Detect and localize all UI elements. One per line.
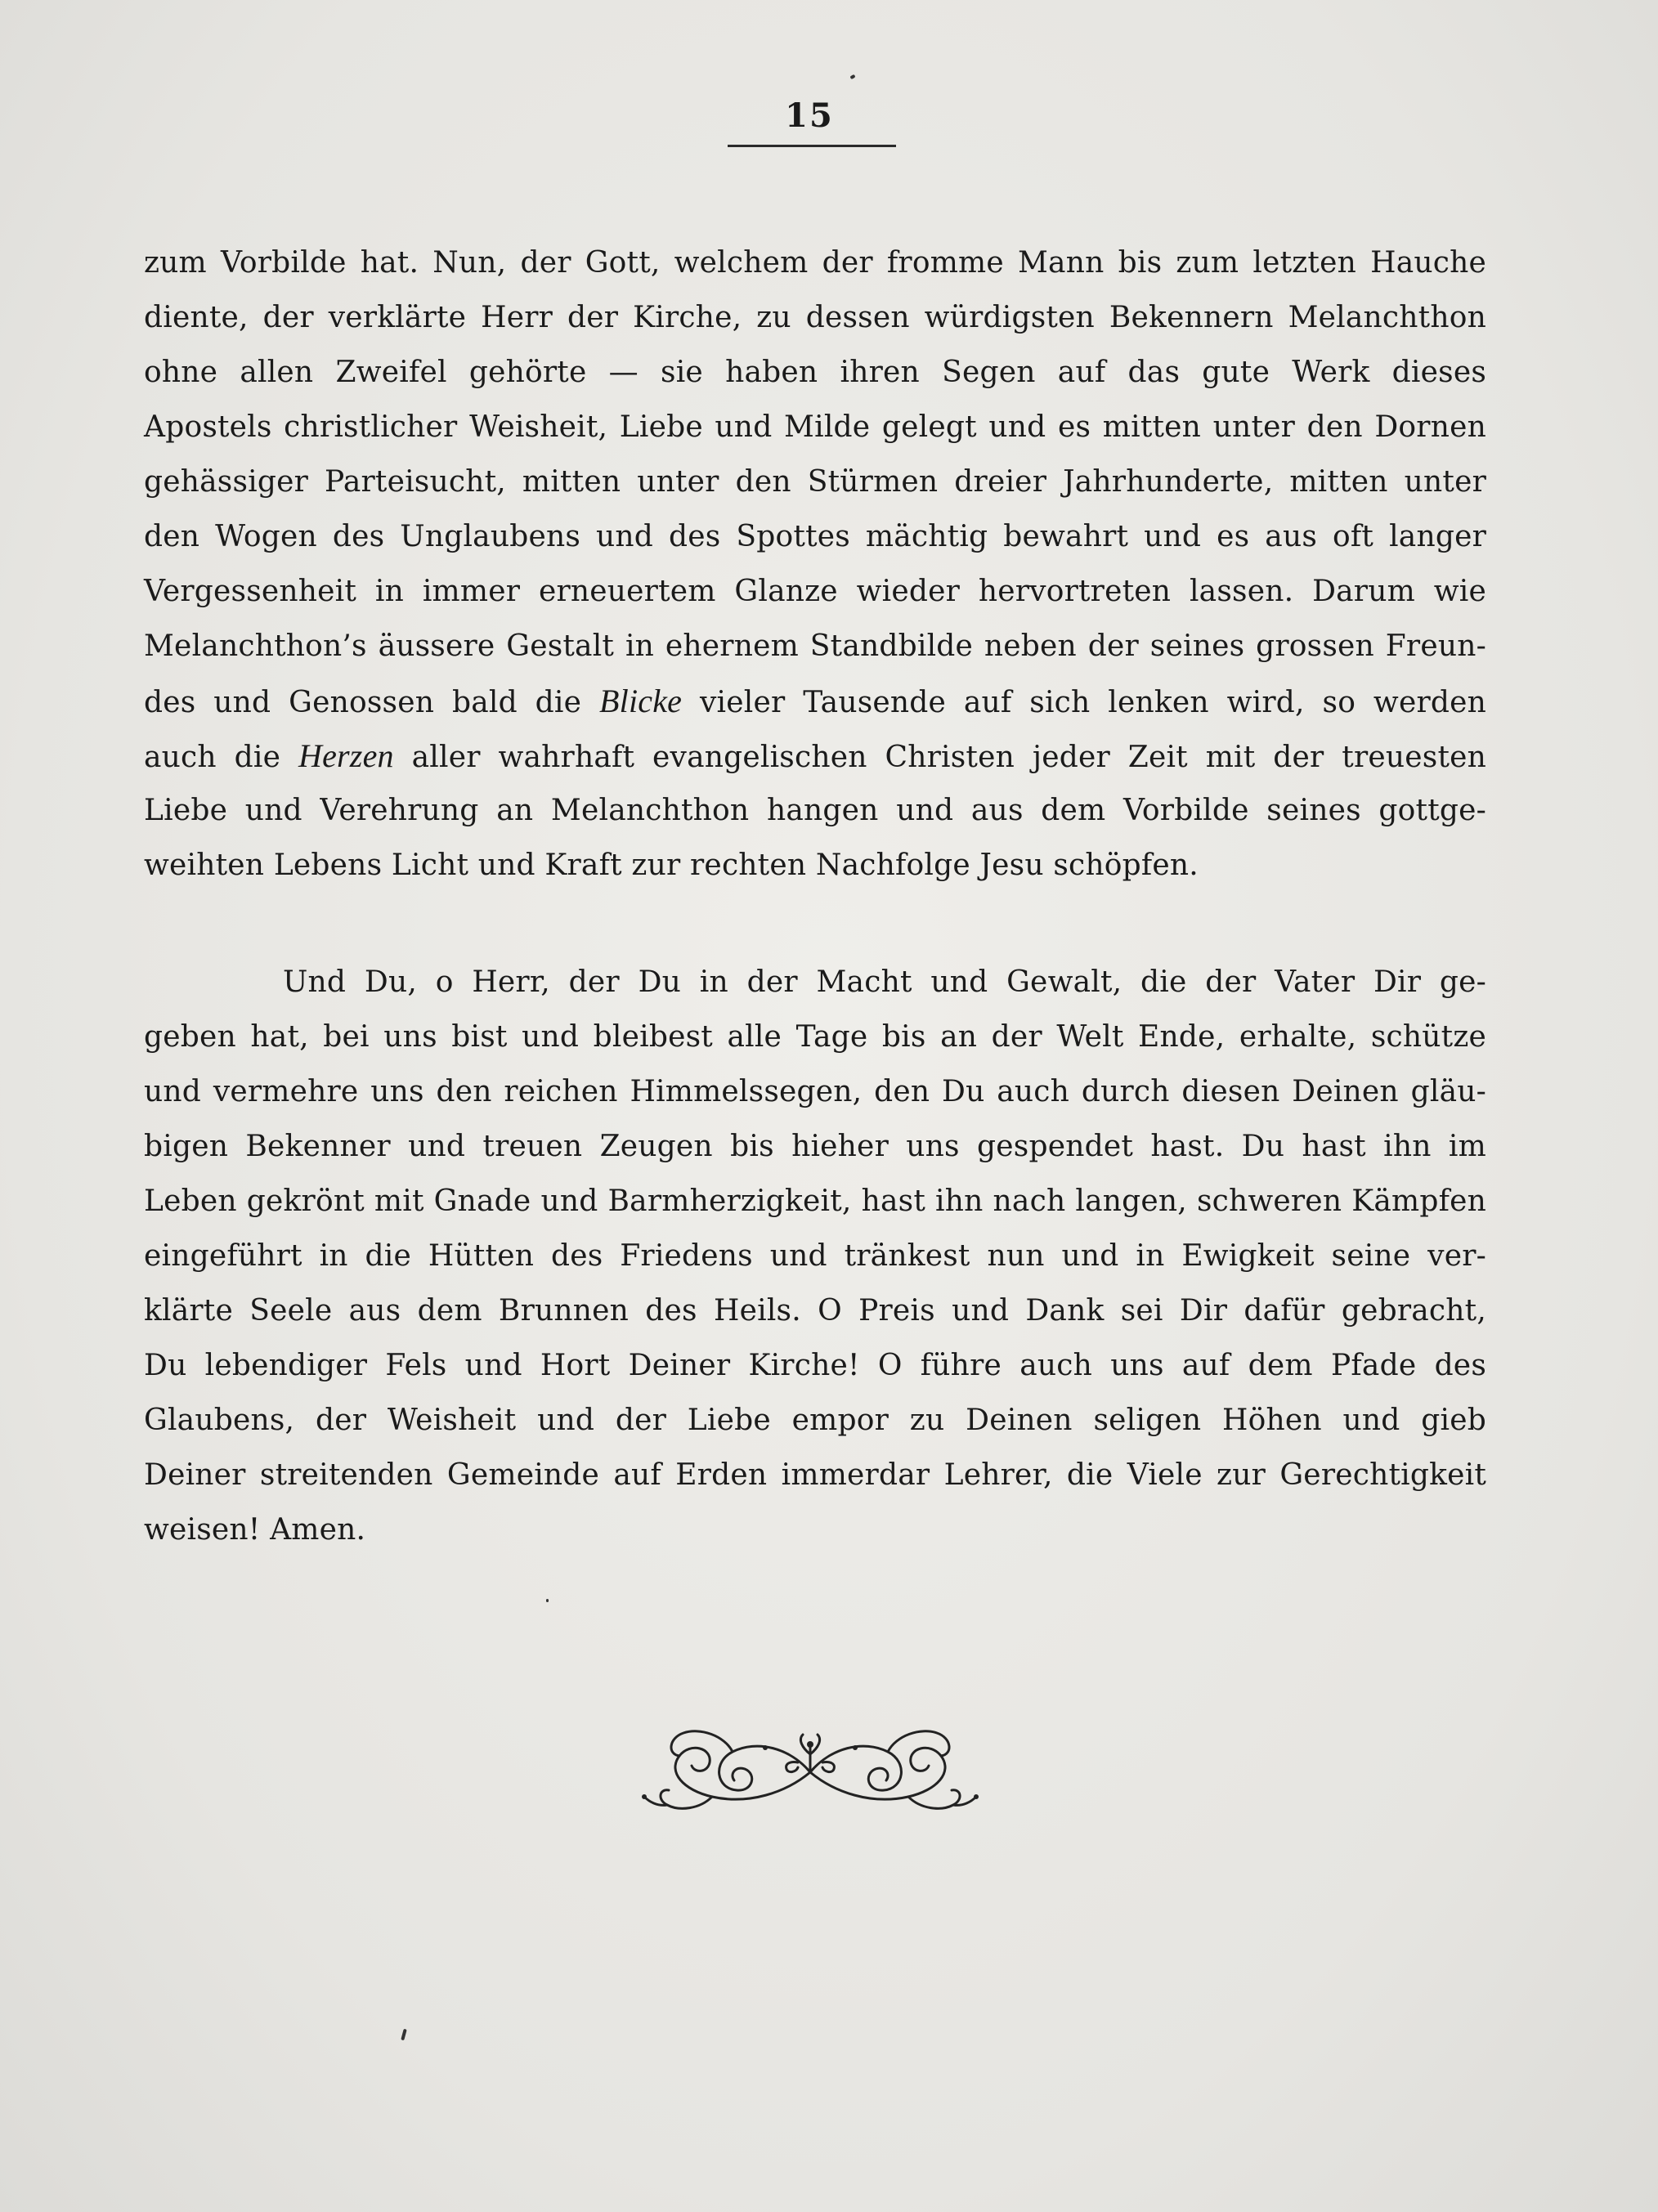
text-line: diente, der verklärte Herr der Kirche, zu dessen würdigsten Bekennern Melanchthon <box>144 301 1486 334</box>
text-line: gehässiger Parteisucht, mitten unter den Stürmen dreier Jahrhunderte, mitten unter <box>144 465 1486 499</box>
text-segment: des und Genossen bald die <box>144 686 600 719</box>
text-line: Melanchthon’s äussere Gestalt in ehernem Standbilde neben der seines grossen Freun- <box>144 629 1486 663</box>
text-line: geben hat, bei uns bist und bleibest alle Tage bis an der Welt Ende, erhalte, schütze <box>144 1020 1486 1054</box>
text-line: weihten Lebens Licht und Kraft zur rechten Nachfolge Jesu schöpfen. <box>144 849 1199 882</box>
fleuron-ornament-icon <box>634 1715 986 1829</box>
text-line <box>144 732 1486 781</box>
text-line: Deiner streitenden Gemeinde auf Erden immerdar Lehrer, die Viele zur Gerechtigkeit <box>144 1458 1486 1492</box>
text-line: Du lebendiger Fels und Hort Deiner Kirche! O führe auch uns auf dem Pfade des <box>144 1349 1486 1382</box>
text-line: Und Du, o Herr, der Du in der Macht und Gewalt, die der Vater Dir ge- <box>283 965 1486 999</box>
text-line: eingeführt in die Hütten des Friedens und tränkest nun und in Ewigkeit seine ver- <box>144 1239 1486 1273</box>
emphasized-word: Herzen <box>298 737 394 774</box>
text-line: und vermehre uns den reichen Himmelssegen, den Du auch durch diesen Deinen gläu- <box>144 1075 1486 1108</box>
text-line: Leben gekrönt mit Gnade und Barmherzigkeit, hast ihn nach langen, schweren Kämpfen <box>144 1184 1486 1218</box>
text-line: Vergessenheit in immer erneuertem Glanze wieder hervortreten lassen. Darum wie <box>144 575 1486 608</box>
text-line: bigen Bekenner und treuen Zeugen bis hieher uns gespendet hast. Du hast ihn im <box>144 1130 1486 1163</box>
text-line: Apostels christlicher Weisheit, Liebe und Milde gelegt und es mitten unter den Dornen <box>144 410 1486 444</box>
text-line: Glaubens, der Weisheit und der Liebe empor zu Deinen seligen Höhen und gieb <box>144 1404 1486 1437</box>
text-segment: vieler Tausende auf sich lenken wird, so werden <box>682 686 1486 719</box>
print-speck <box>546 1599 549 1602</box>
emphasized-word: Blicke <box>599 683 683 719</box>
page-number-rule <box>728 145 896 147</box>
page-number-container <box>719 96 899 136</box>
text-line: Liebe und Verehrung an Melanchthon hangen und aus dem Vorbilde seines gottge- <box>144 794 1486 827</box>
text-segment: auch die <box>144 741 298 774</box>
text-segment: aller wahrhaft evangelischen Christen jeder Zeit mit der treuesten <box>393 741 1487 774</box>
text-line: den Wogen des Unglaubens und des Spottes mächtig bewahrt und es aus oft langer <box>144 520 1486 553</box>
text-line: weisen! Amen. <box>144 1513 366 1547</box>
print-speck <box>401 2029 406 2041</box>
print-speck <box>849 74 855 79</box>
page-number: 15 <box>785 96 834 135</box>
text-line: ohne allen Zweifel gehörte — sie haben ihren Segen auf das gute Werk dieses <box>144 356 1486 389</box>
text-line <box>144 677 1486 726</box>
text-line: zum Vorbilde hat. Nun, der Gott, welchem der fromme Mann bis zum letzten Hauche <box>144 246 1486 280</box>
text-line: klärte Seele aus dem Brunnen des Heils. O Preis und Dank sei Dir dafür gebracht, <box>144 1294 1486 1328</box>
